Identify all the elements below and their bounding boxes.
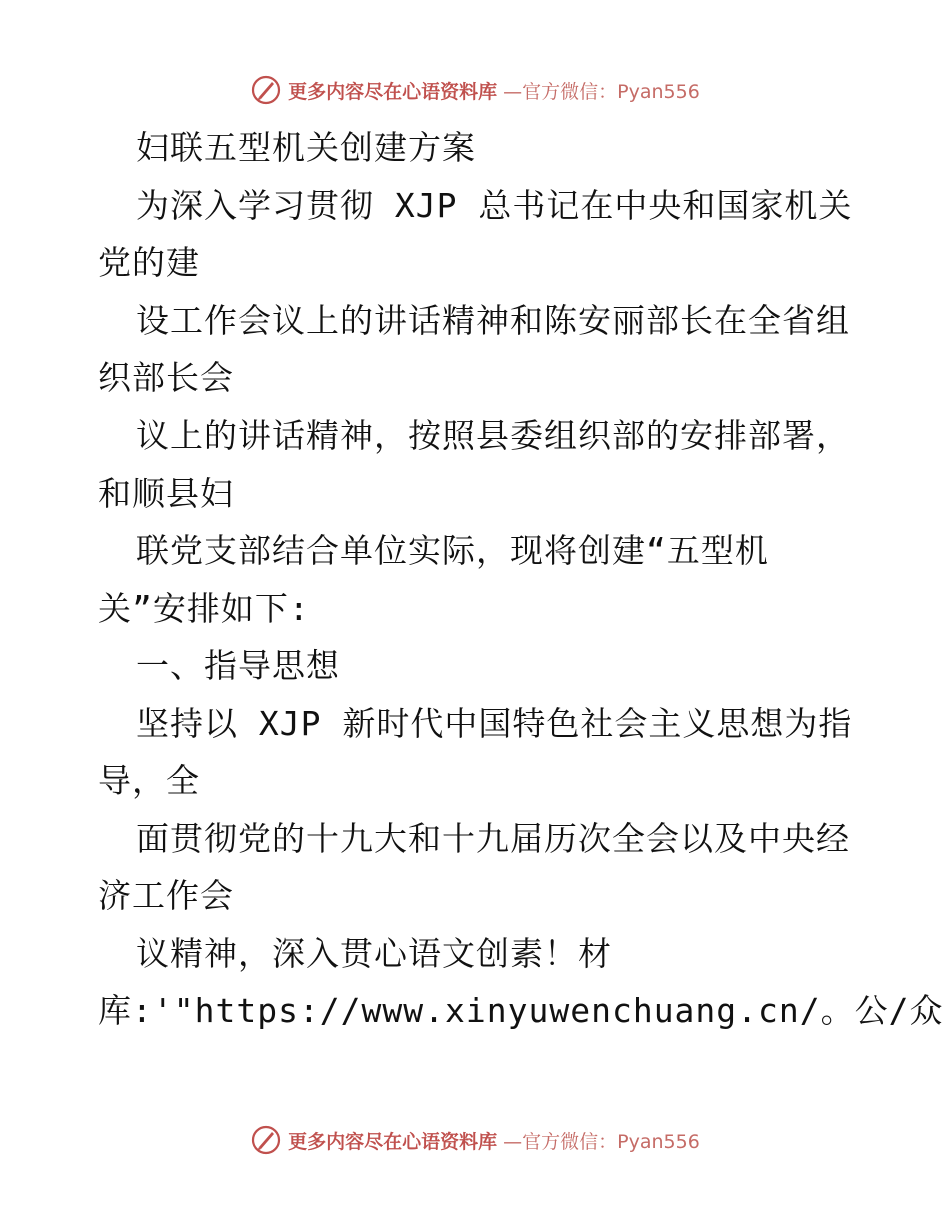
doc-line: 库:'"https://www.xinyuwenchuang.cn/。公/众 [98,991,944,1030]
banner-wechat: —官方微信：Pyan556 [503,80,700,103]
doc-line: 为深入学习贯彻 XJP 总书记在中央和国家机关 [136,186,853,225]
doc-line: 坚持以 XJP 新时代中国特色社会主义思想为指 [136,704,853,743]
doc-line: 议上的讲话精神，按照县委组织部的安排部署， [136,416,850,455]
quill-circle-icon [250,74,282,106]
doc-line: 联党支部结合单位实际，现将创建“五型机 [136,531,769,570]
banner-wechat: —官方微信：Pyan556 [503,1130,700,1153]
header-watermark-banner [0,70,950,110]
quill-circle-icon [250,1124,282,1156]
footer-watermark-banner [0,1120,950,1160]
doc-line: 议精神，深入贯心语文创素！材 [136,934,612,973]
doc-line: 织部长会 [98,358,234,397]
doc-line: 党的建 [98,243,200,282]
doc-line: 面贯彻党的十九大和十九届历次全会以及中央经 [136,819,850,858]
doc-line: 关”安排如下: [98,589,310,628]
doc-line: 设工作会议上的讲话精神和陈安丽部长在全省组 [136,301,850,340]
doc-line: 导，全 [98,761,200,800]
banner-title: 更多内容尽在心语资料库 [288,80,498,103]
doc-title: 妇联五型机关创建方案 [136,128,476,167]
doc-line: 济工作会 [98,876,234,915]
doc-line: 和顺县妇 [98,474,234,513]
section-heading: 一、指导思想 [136,646,340,685]
banner-title: 更多内容尽在心语资料库 [288,1130,498,1153]
